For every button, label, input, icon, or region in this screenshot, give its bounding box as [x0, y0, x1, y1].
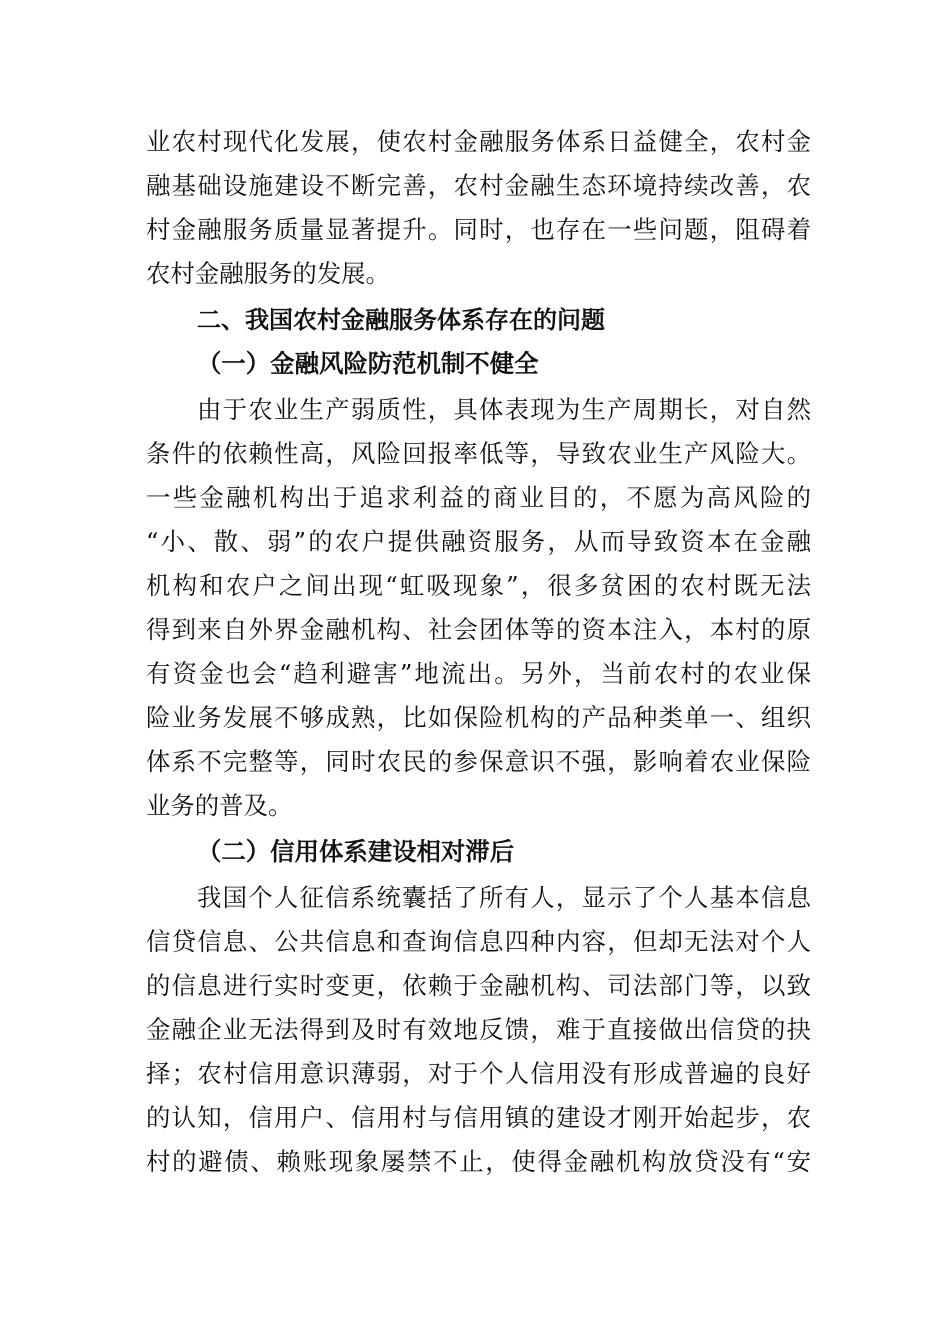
- paragraph-line: “小、散、弱”的农户提供融资服务，从而导致资本在金融: [146, 527, 811, 556]
- subsection-heading-1: （一）金融风险防范机制不健全: [197, 349, 539, 378]
- paragraph-line: 险业务发展不够成熟，比如保险机构的产品种类单一、组织: [146, 703, 811, 732]
- paragraph-line: 村的避债、赖账现象屡禁不止，使得金融机构放贷没有“安: [146, 1147, 811, 1176]
- intro-line-2: 融基础设施建设不断完善，农村金融生态环境持续改善，农: [146, 171, 811, 200]
- subsection-heading-2: （二）信用体系建设相对滞后: [197, 837, 515, 866]
- paragraph-line: 我国个人征信系统囊括了所有人，显示了个人基本信息: [197, 883, 811, 912]
- paragraph-line: 的信息进行实时变更，依赖于金融机构、司法部门等，以致: [146, 971, 811, 1000]
- section-heading: 二、我国农村金融服务体系存在的问题: [197, 306, 605, 334]
- paragraph-line: 体系不完整等，同时农民的参保意识不强，影响着农业保险: [146, 747, 811, 776]
- intro-line-3: 村金融服务质量显著提升。同时，也存在一些问题，阻碍着: [146, 215, 811, 244]
- intro-line-1: 业农村现代化发展，使农村金融服务体系日益健全，农村金: [146, 127, 811, 156]
- paragraph-line: 有资金也会“趋利避害”地流出。另外，当前农村的农业保: [146, 659, 811, 688]
- paragraph-line: 金融企业无法得到及时有效地反馈，难于直接做出信贷的抉: [146, 1015, 811, 1044]
- paragraph-line: 得到来自外界金融机构、社会团体等的资本注入，本村的原: [146, 615, 811, 644]
- paragraph-line: 的认知，信用户、信用村与信用镇的建设才刚开始起步，农: [146, 1103, 811, 1132]
- paragraph-line: 择；农村信用意识薄弱，对于个人信用没有形成普遍的良好: [146, 1059, 811, 1088]
- paragraph-line: 由于农业生产弱质性，具体表现为生产周期长，对自然: [197, 395, 811, 424]
- intro-line-4: 农村金融服务的发展。: [146, 259, 390, 288]
- paragraph-line: 业务的普及。: [146, 791, 293, 820]
- paragraph-line: 信贷信息、公共信息和查询信息四种内容，但却无法对个人: [146, 927, 811, 956]
- paragraph-line: 条件的依赖性高，风险回报率低等，导致农业生产风险大。: [146, 439, 811, 468]
- paragraph-line: 一些金融机构出于追求利益的商业目的，不愿为高风险的: [146, 483, 811, 512]
- paragraph-line: 机构和农户之间出现“虹吸现象”，很多贫困的农村既无法: [146, 571, 811, 600]
